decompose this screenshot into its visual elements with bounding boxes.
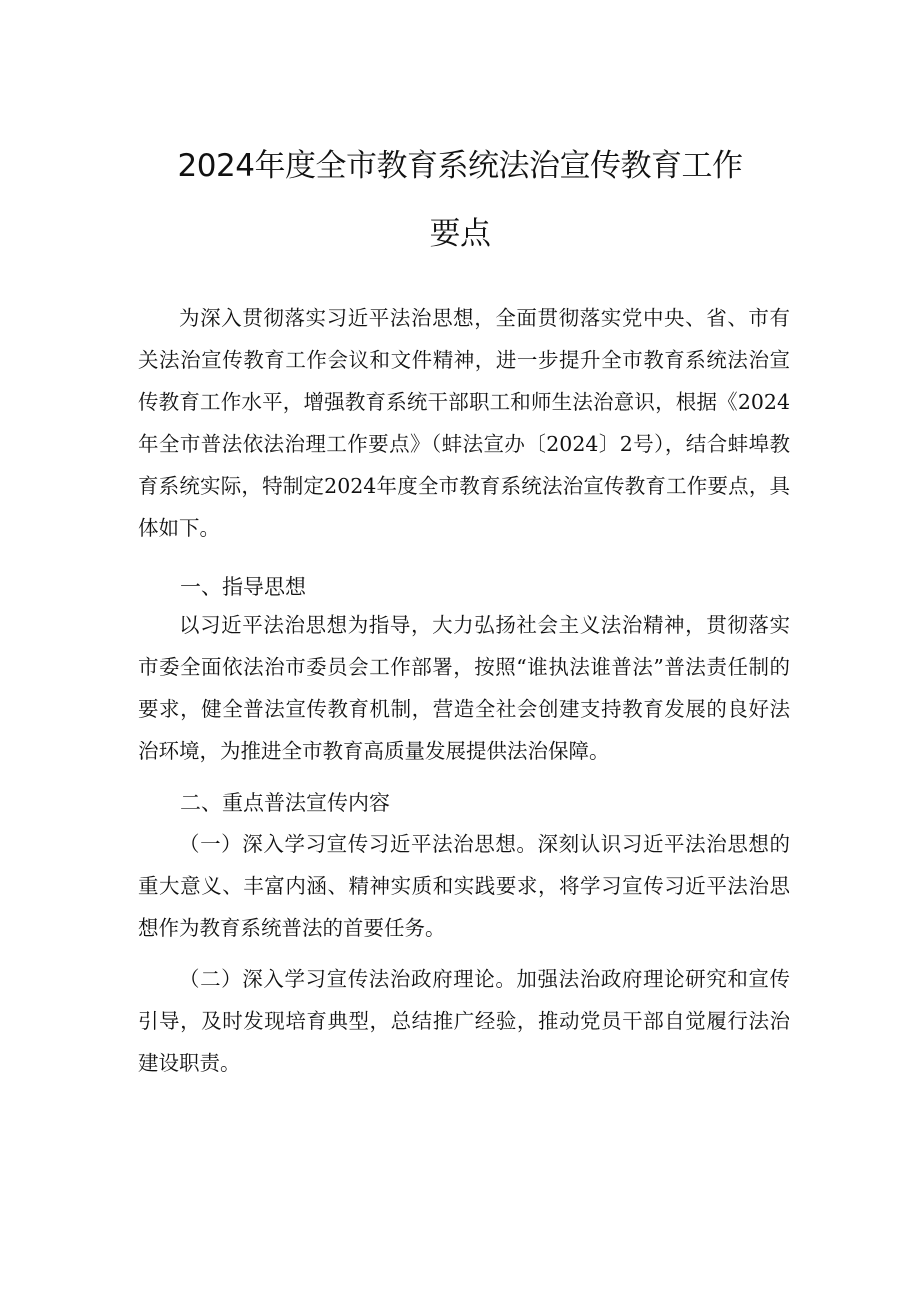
section-1-body [138, 604, 790, 772]
intro-paragraph: 为深入贯彻落实习近平法治思想，全面贯彻落实党中央、省、市有关法治宣传教育工作会议和文件精神，进一步提升全市教育系统法治宣传教育工作水平，增强教育系统干部职工和师生法治意识，根据《2024年全市普法依法治理工作要点》（蚌法宣办〔2024〕2号），结合蚌埠教育系统实际，特制定2024年度全市教育系统法治宣传教育工作要点，具体如下。 [138, 306, 790, 540]
section-2-heading-block [138, 782, 790, 824]
intro-section [138, 297, 790, 549]
key-content-paragraph-2: （二）深入学习宣传法治政府理论。加强法治政府理论研究和宣传引导，及时发现培育典型，总结推广经验，推动党员干部自觉履行法治建设职责。 [138, 967, 790, 1075]
document-title-line-1: 2024年度全市教育系统法治宣传教育工作 [177, 148, 743, 184]
section-heading-key-content: 二、重点普法宣传内容 [180, 791, 390, 815]
section-1-heading-block [138, 566, 790, 608]
guiding-ideology-paragraph: 以习近平法治思想为指导，大力弘扬社会主义法治精神，贯彻落实市委全面依法治市委员会工作部署，按照“谁执法谁普法”普法责任制的要求，健全普法宣传教育机制，营造全社会创建支持教育发展的良好法治环境，为推进全市教育高质量发展提供法治保障。 [138, 613, 790, 763]
document-title-line-2: 要点 [429, 216, 491, 252]
key-content-paragraph-1: （一）深入学习宣传习近平法治思想。深刻认识习近平法治思想的重大意义、丰富内涵、精神实质和实践要求，将学习宣传习近平法治思想作为教育系统普法的首要任务。 [138, 832, 790, 940]
section-2-item-2 [138, 958, 790, 1084]
section-2-item-1 [138, 823, 790, 949]
section-heading-guiding-ideology: 一、指导思想 [180, 575, 306, 599]
